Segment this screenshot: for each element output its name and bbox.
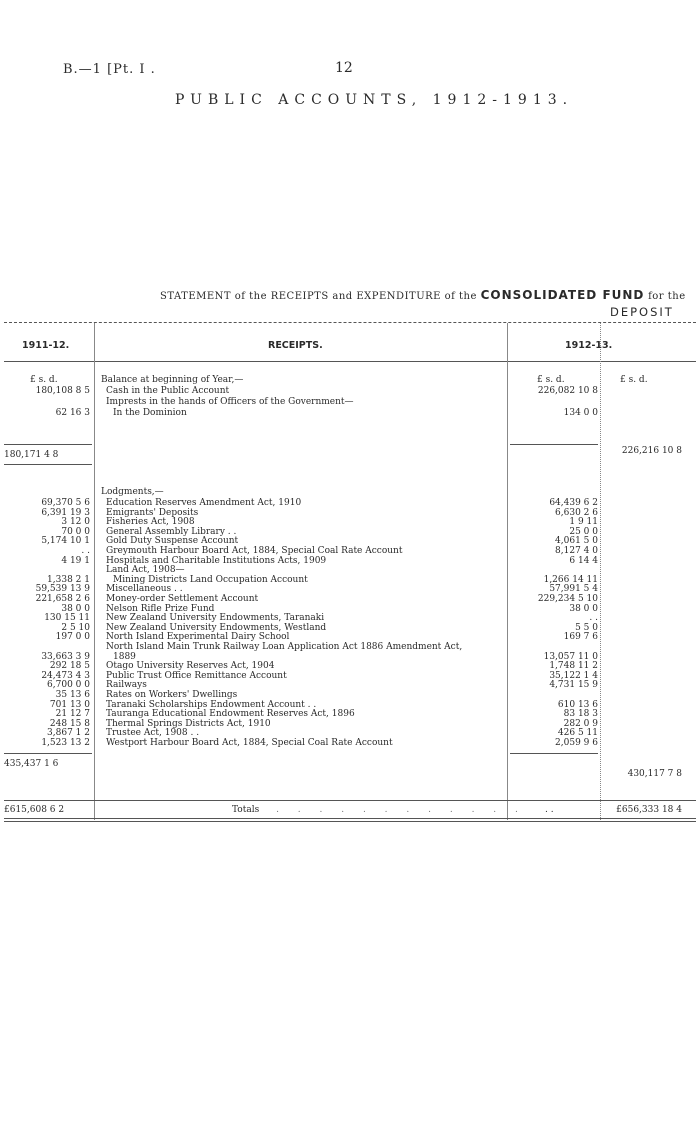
row-label: Emigrants' Deposits [106, 507, 199, 518]
page-title: PUBLIC ACCOUNTS, 1912-1913. [175, 92, 574, 108]
row-curr-amount: 13,057 11 0 [543, 651, 598, 662]
row-description [106, 738, 393, 748]
totals-curr: £656,333 18 4 [616, 805, 682, 815]
column-divider [600, 323, 601, 820]
row-label: Nelson Rifle Prize Fund [106, 603, 215, 614]
row-prev-amount: 3,867 1 2 [47, 728, 90, 739]
lodgments-subtotal-prev: 435,437 1 6 [4, 759, 59, 769]
row-label: Gold Duty Suspense Account [106, 536, 239, 547]
column-header-receipts: RECEIPTS. [268, 340, 323, 351]
row-prev-amount: 33,663 3 9 [41, 651, 90, 662]
row-label: Tauranga Educational Endowment Reserves Act, 1896 [106, 709, 355, 720]
row-description [106, 397, 354, 407]
totals-rule [4, 800, 696, 801]
row-curr-amount: 8,127 4 0 [555, 546, 598, 556]
row-label: In the Dominion [113, 408, 187, 418]
totals-label: Totals . . . . . . . . . . . . [232, 805, 526, 815]
row-prev-amount: 59,539 13 9 [35, 584, 90, 595]
row-label: Rates on Workers' Dwellings [106, 690, 238, 700]
row-curr-amount: 610 13 6 [557, 699, 598, 710]
row-prev-amount: 4 19 1 [61, 555, 90, 566]
row-description [106, 584, 183, 594]
row-prev-amount: 62 16 3 [55, 408, 90, 418]
totals-mid: . . [545, 805, 554, 815]
row-description [113, 575, 308, 585]
row-prev-amount: 70 0 0 [61, 526, 90, 537]
page-number: 12 [335, 60, 353, 76]
row-prev-amount: 38 0 0 [61, 603, 90, 614]
section-heading-lodgments: Lodgments,— [101, 487, 164, 497]
row-prev-amount: 6,700 0 0 [47, 680, 90, 691]
subtotal-rule [510, 753, 598, 754]
row-description [106, 508, 198, 518]
row-prev-amount: 221,658 2 6 [35, 594, 90, 604]
row-curr-amount: 1,748 11 2 [549, 661, 598, 672]
statement-heading [160, 288, 686, 302]
row-curr-amount: 35,122 1 4 [549, 670, 598, 681]
row-label: Cash in the Public Account [106, 386, 230, 396]
row-label: Miscellaneous . . [106, 584, 183, 595]
row-description [106, 709, 355, 719]
column-header-prev-year: 1911-12. [22, 340, 70, 351]
row-curr-amount: 38 0 0 [569, 603, 598, 614]
row-label: Fisheries Act, 1908 [106, 517, 195, 528]
row-description [106, 680, 147, 690]
subtotal-rule [510, 444, 598, 445]
row-curr-amount: 6,630 2 6 [555, 507, 598, 518]
row-curr-amount: 5 5 0 [575, 622, 598, 633]
row-label: 1889 [113, 651, 136, 662]
row-description [106, 498, 301, 508]
row-label: Public Trust Office Remittance Account [106, 670, 287, 681]
row-label: North Island Experimental Dairy School [106, 632, 290, 643]
row-label: Money-order Settlement Account [106, 594, 259, 604]
row-prev-amount: 3 12 0 [61, 517, 90, 528]
subtotal-rule [4, 753, 92, 754]
row-prev-amount: 197 0 0 [55, 632, 90, 643]
section-heading-balance: Balance at beginning of Year,— [101, 375, 244, 385]
row-label: Education Reserves Amendment Act, 1910 [106, 498, 302, 508]
row-description [106, 632, 289, 642]
row-label: Trustee Act, 1908 . . [106, 728, 200, 739]
row-prev-amount: 21 12 7 [55, 709, 90, 720]
row-label: Westport Harbour Board Act, 1884, Special Coal Rate Account [106, 738, 393, 748]
row-prev-amount: 701 13 0 [49, 699, 90, 710]
row-label: North Island Main Trunk Railway Loan Application Act 1886 Amendment Act, [106, 642, 463, 652]
row-description [106, 642, 462, 652]
currency-heading-left: £ s. d. [30, 375, 58, 385]
row-label: General Assembly Library . . [106, 526, 237, 537]
row-curr-amount: 229,234 5 10 [537, 594, 598, 604]
row-prev-amount: 180,108 8 5 [35, 386, 90, 396]
row-description [106, 728, 199, 738]
row-prev-amount: 69,370 5 6 [41, 498, 90, 508]
currency-heading-right: £ s. d. [620, 375, 648, 385]
row-curr-amount: 4,731 15 9 [549, 680, 598, 691]
row-curr-amount: 1,266 14 11 [543, 574, 598, 585]
row-curr-amount: 1 9 11 [569, 517, 598, 528]
row-label: Railways [106, 680, 147, 691]
column-header-curr-year: 1912-13. [565, 340, 613, 351]
row-description [106, 536, 238, 546]
row-description [106, 661, 274, 671]
row-prev-amount: 24,473 4 3 [41, 670, 90, 681]
row-description [106, 527, 236, 537]
row-curr-amount: 169 7 6 [563, 632, 598, 643]
row-description [106, 546, 402, 556]
row-prev-amount: 35 13 6 [55, 690, 90, 700]
row-curr-amount: 25 0 0 [569, 526, 598, 537]
document-reference: B.—1 [Pt. I . [63, 62, 156, 77]
totals-prev: £615,608 6 2 [4, 805, 65, 815]
row-curr-amount: 4,061 5 0 [555, 536, 598, 547]
row-curr-amount: 426 5 11 [557, 728, 598, 739]
row-label: Imprests in the hands of Officers of the Government— [106, 397, 354, 407]
lodgments-subtotal-curr: 430,117 7 8 [627, 769, 682, 779]
balance-subtotal-curr: 226,216 10 8 [621, 446, 682, 456]
row-description [106, 594, 258, 604]
row-prev-amount: 248 15 8 [49, 718, 90, 729]
row-curr-amount: 282 0 9 [563, 718, 598, 729]
row-description [106, 565, 185, 575]
row-prev-amount: 1,338 2 1 [47, 574, 90, 585]
row-curr-amount: 6 14 4 [569, 555, 598, 566]
row-description [106, 623, 326, 633]
row-label: Land Act, 1908— [106, 565, 185, 576]
row-label: Greymouth Harbour Board Act, 1884, Special Coal Rate Account [106, 546, 403, 556]
row-prev-amount: 292 18 5 [49, 661, 90, 672]
row-description [106, 386, 229, 396]
row-description [113, 652, 136, 662]
row-curr-amount: 226,082 10 8 [537, 386, 598, 396]
row-label: Mining Districts Land Occupation Account [113, 574, 308, 585]
row-label: Hospitals and Charitable Institutions Acts, 1909 [106, 555, 327, 566]
balance-subtotal-prev: 180,171 4 8 [4, 450, 59, 460]
header-rule [4, 361, 696, 362]
row-curr-amount: . . [589, 613, 598, 624]
row-label: New Zealand University Endowments, Westland [106, 622, 327, 633]
row-curr-amount: 134 0 0 [563, 408, 598, 418]
row-prev-amount: 2 5 10 [61, 622, 90, 633]
table-top-rule [4, 322, 696, 323]
row-prev-amount: 130 15 11 [44, 613, 90, 624]
row-description [106, 613, 324, 623]
row-label: Thermal Springs Districts Act, 1910 [106, 718, 271, 729]
row-prev-amount: . . [81, 546, 90, 556]
row-curr-amount: 64,439 6 2 [549, 498, 598, 508]
row-label: New Zealand University Endowments, Taranaki [106, 613, 325, 624]
totals-label-text: Totals [232, 805, 260, 815]
row-curr-amount: 2,059 9 6 [555, 738, 598, 748]
row-description [106, 690, 237, 700]
row-prev-amount: 5,174 10 1 [41, 536, 90, 547]
statement-suffix: for the [648, 291, 686, 302]
statement-prefix: STATEMENT of the RECEIPTS and EXPENDITURE of the [160, 291, 477, 302]
row-description [106, 604, 214, 614]
totals-rule [4, 818, 696, 819]
totals-rule [4, 821, 696, 822]
row-curr-amount: 57,991 5 4 [549, 584, 598, 595]
column-divider [507, 323, 508, 820]
row-description [106, 517, 195, 527]
row-description [106, 700, 316, 710]
statement-continued: DEPOSIT [610, 305, 674, 319]
row-curr-amount: 83 18 3 [563, 709, 598, 720]
row-description [106, 719, 271, 729]
subtotal-rule [4, 464, 92, 465]
statement-fund: CONSOLIDATED FUND [480, 288, 645, 302]
row-prev-amount: 1,523 13 2 [41, 738, 90, 748]
row-description [106, 671, 287, 681]
row-description [113, 408, 187, 418]
row-label: Otago University Reserves Act, 1904 [106, 661, 275, 672]
row-label: Taranaki Scholarships Endowment Account . . [106, 699, 317, 710]
row-description [106, 556, 326, 566]
currency-heading-mid: £ s. d. [537, 375, 565, 385]
column-divider [94, 323, 95, 820]
subtotal-rule [4, 444, 92, 445]
row-prev-amount: 6,391 19 3 [41, 507, 90, 518]
